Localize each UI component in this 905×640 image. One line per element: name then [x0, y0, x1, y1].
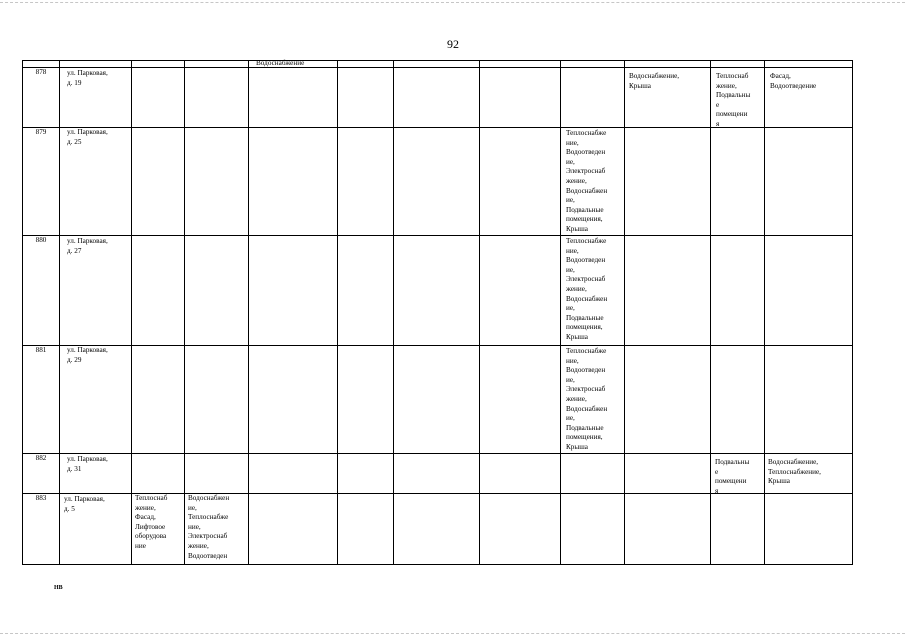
row-cell: Теплоснабже ние, Водоотведен ие, Электроснаб жение, Водоснабжен ие, Подвальные помещения, Крыша — [566, 129, 608, 233]
table-rule — [624, 60, 625, 565]
footer-mark: НВ — [54, 585, 63, 591]
table-rule — [710, 60, 711, 565]
table-rule — [248, 60, 249, 565]
row-address: ул. Парковая, д. 31 — [67, 455, 108, 473]
row-number: 879 — [35, 128, 47, 136]
row-address: ул. Парковая, д. 29 — [67, 346, 108, 364]
row-cell: Теплоснаб жение, Подвальны е помещени я — [716, 72, 751, 128]
table-rule — [852, 60, 853, 565]
page-number: 92 — [447, 37, 459, 51]
row-address: ул. Парковая, д. 25 — [67, 128, 108, 146]
row-cell: Фасад, Водоотведение — [770, 72, 817, 90]
table-rule — [560, 60, 561, 565]
row-number: 882 — [35, 454, 47, 462]
row-cell: Водоснабжение, Теплоснабжение, Крыша — [768, 458, 821, 486]
row-cell: Теплоснабже ние, Водоотведен ие, Электроснаб жение, Водоснабжен ие, Подвальные помещения, Крыша — [566, 347, 608, 451]
table-rule — [22, 67, 853, 68]
table-rule — [59, 60, 60, 565]
row-cell: Теплоснаб жение, Фасад, Лифтовое оборудова ние — [135, 494, 168, 550]
table-rule — [22, 345, 853, 346]
table-rule — [337, 60, 338, 565]
table-rule — [393, 60, 394, 565]
scan-edge-bottom — [0, 633, 905, 634]
row-address: ул. Парковая, д. 19 — [67, 69, 108, 87]
row-cell: Подвальны е помещени я — [715, 458, 750, 495]
row-number: 881 — [35, 346, 47, 354]
row-address: ул. Парковая, д. 27 — [67, 237, 108, 255]
row-number: 878 — [35, 68, 47, 76]
row-cell: Водоснабжение, Крыша — [629, 72, 680, 90]
row-cell: Водоснабжен ие, Теплоснабже ние, Электроснаб жение, Водоотведен — [188, 494, 230, 560]
row-cell: Теплоснабже ние, Водоотведен ие, Электроснаб жение, Водоснабжен ие, Подвальные помещения, Крыша — [566, 237, 608, 341]
table-rule — [479, 60, 480, 565]
table-rule — [22, 235, 853, 236]
table-rule — [764, 60, 765, 565]
table-rule — [184, 60, 185, 565]
table-rule — [22, 564, 853, 565]
table-rule — [22, 60, 23, 565]
row-address: ул. Парковая, д. 5 — [64, 495, 105, 513]
table-rule — [22, 453, 853, 454]
table-rule — [22, 60, 853, 61]
row-number: 880 — [35, 236, 47, 244]
row-number: 883 — [35, 494, 47, 502]
header-cell: Водоснабжение — [256, 59, 305, 67]
table-rule — [131, 60, 132, 565]
